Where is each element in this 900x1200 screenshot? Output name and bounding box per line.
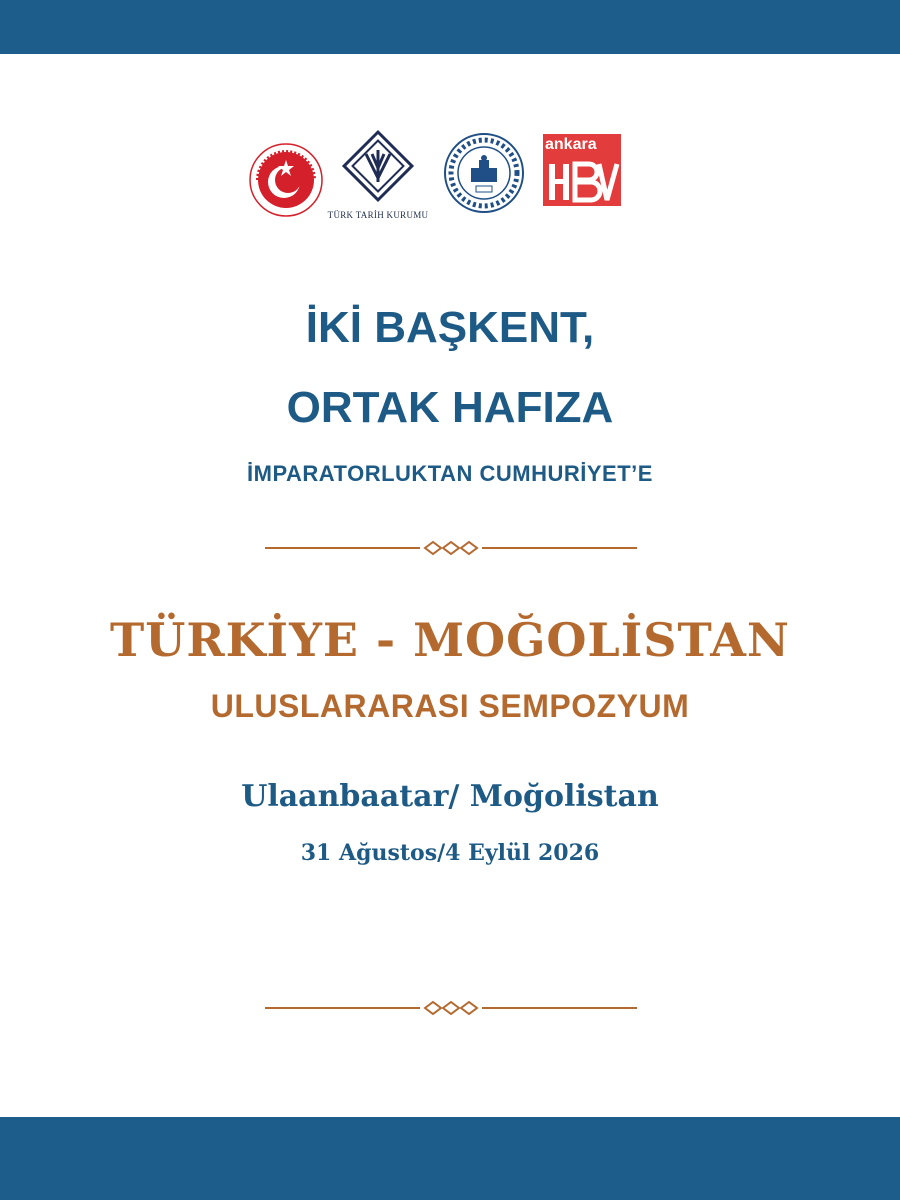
headline-line-2: ORTAK HAFIZA (286, 383, 614, 432)
logo-row (0, 120, 900, 230)
bottom-band (0, 1117, 900, 1200)
mongolian-university-seal (443, 132, 525, 214)
turk-tarih-kurumu-logo (340, 128, 416, 204)
event-dates: 31 Ağustos/4 Eylül 2026 (300, 840, 600, 866)
headline-subtitle: İMPARATORLUKTAN CUMHURİYET’E (247, 461, 653, 486)
hbv-wordmark: ankara (545, 136, 597, 153)
event-location: Ulaanbaatar/ Moğolistan (241, 779, 659, 814)
event-title: TÜRKİYE - MOĞOLİSTAN (110, 613, 790, 667)
ornament-divider-top (265, 538, 637, 558)
event-subtitle: ULUSLARARASI SEMPOZYUM (210, 688, 690, 724)
ornament-divider-bottom (265, 998, 637, 1018)
ttk-caption: TÜRK TARİH KURUMU (327, 210, 429, 220)
top-band (0, 0, 900, 54)
ataturk-center-logo (248, 142, 324, 218)
headline-line-1: İKİ BAŞKENT, (305, 303, 595, 352)
